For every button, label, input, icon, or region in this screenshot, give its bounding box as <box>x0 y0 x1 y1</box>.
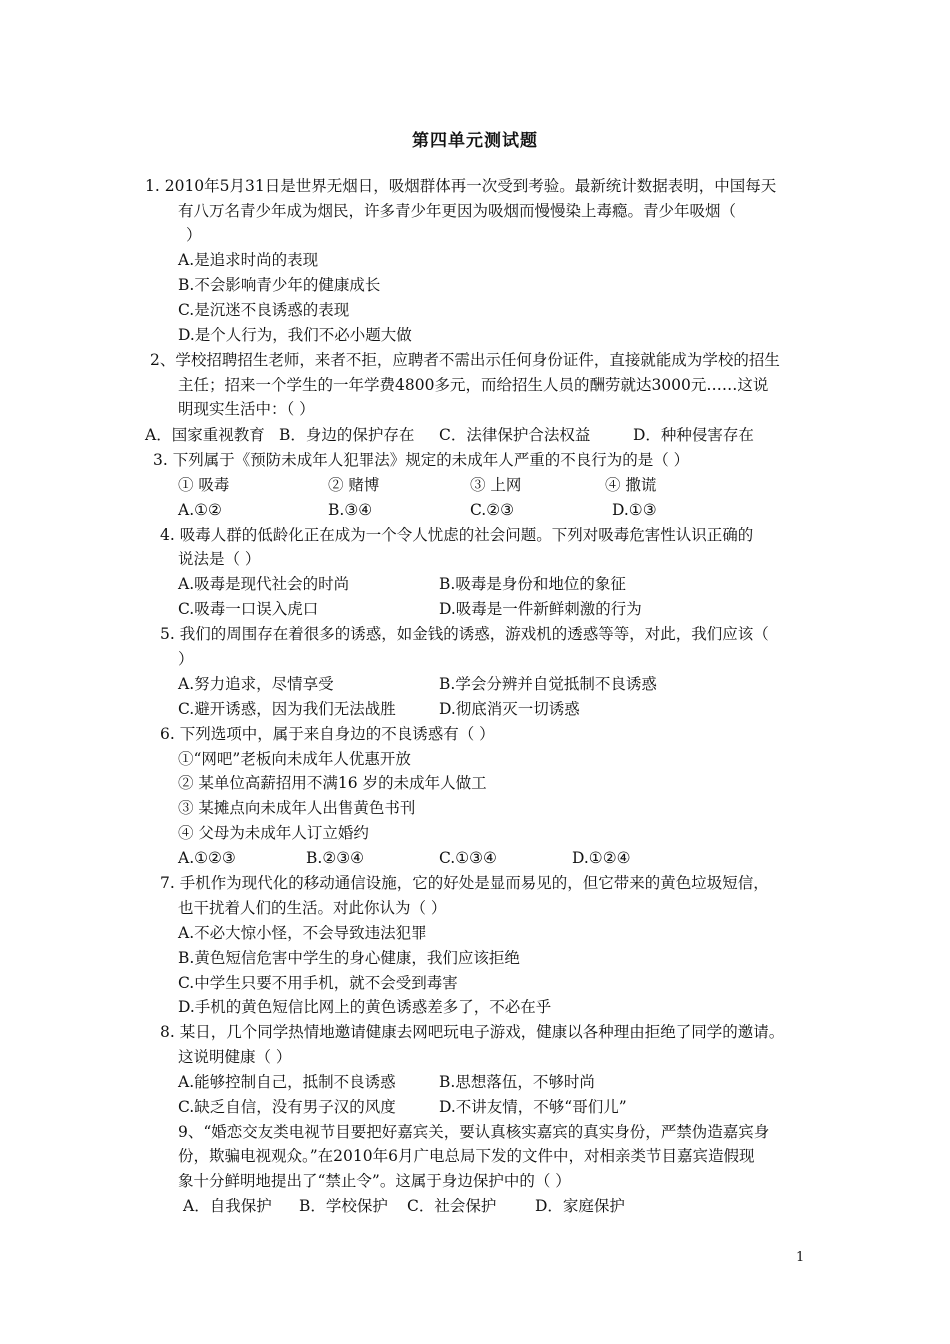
q2-option-c: C．法律保护合法权益 <box>439 426 591 444</box>
q6-item-2: ② 某单位高薪招用不满16 岁的未成年人做工 <box>178 774 487 792</box>
q3-item-3: ③ 上网 <box>470 476 522 494</box>
q3-option-c: C.②③ <box>470 501 515 519</box>
q1-option-d: D.是个人行为，我们不必小题大做 <box>178 326 412 344</box>
q8-line-1: 8. 某日，几个同学热情地邀请健康去网吧玩电子游戏，健康以各种理由拒绝了同学的邀请。 <box>160 1023 785 1041</box>
q7-option-a: A.不必大惊小怪，不会导致违法犯罪 <box>178 924 427 942</box>
q9-line-2: 份，欺骗电视观众。”在2010年6月广电总局下发的文件中，对相亲类节目嘉宾造假现 <box>178 1147 755 1165</box>
q3-line-1: 3. 下列属于《预防未成年人犯罪法》规定的未成年人严重的不良行为的是（ ） <box>153 451 690 469</box>
q5-option-b: B.学会分辨并自觉抵制不良诱惑 <box>439 675 657 693</box>
q4-line-1: 4. 吸毒人群的低龄化正在成为一个令人忧虑的社会问题。下列对吸毒危害性认识正确的 <box>160 526 754 544</box>
q3-option-a: A.①② <box>178 501 222 519</box>
q5-option-a: A.努力追求，尽情享受 <box>178 675 334 693</box>
q8-option-a: A.能够控制自己，抵制不良诱惑 <box>178 1073 396 1091</box>
q9-option-b: B．学校保护 <box>299 1197 388 1215</box>
q4-option-c: C.吸毒一口误入虎口 <box>178 600 319 618</box>
q7-option-b: B.黄色短信危害中学生的身心健康，我们应该拒绝 <box>178 949 520 967</box>
q4-option-a: A.吸毒是现代社会的时尚 <box>178 575 350 593</box>
page-title: 第四单元测试题 <box>412 131 538 151</box>
q5-line-1: 5. 我们的周围存在着很多的诱惑，如金钱的诱惑，游戏机的透惑等等，对此，我们应该（ <box>160 625 769 643</box>
q2-option-a: A．国家重视教育 <box>145 426 265 444</box>
q9-option-a: A．自我保护 <box>183 1197 272 1215</box>
q9-option-d: D．家庭保护 <box>535 1197 625 1215</box>
q4-line-2: 说法是（ ） <box>178 550 261 568</box>
q1-option-b: B.不会影响青少年的健康成长 <box>178 276 381 294</box>
q3-option-d: D.①③ <box>612 501 657 519</box>
q6-item-1: ①“网吧”老板向未成年人优惠开放 <box>178 750 411 768</box>
q6-option-d: D.①②④ <box>572 849 631 867</box>
q6-option-a: A.①②③ <box>178 849 236 867</box>
q2-option-d: D．种种侵害存在 <box>633 426 754 444</box>
q1-line-2: 有八万名青少年成为烟民，许多青少年更因为吸烟而慢慢染上毒瘾。青少年吸烟（ <box>178 202 737 220</box>
q7-line-2: 也干扰着人们的生活。对此你认为（ ） <box>178 899 447 917</box>
q8-option-c: C.缺乏自信，没有男子汉的风度 <box>178 1098 396 1116</box>
q2-line-2: 主任；招来一个学生的一年学费4800多元，而给招生人员的酬劳就达3000元……这说 <box>178 376 769 394</box>
q6-option-b: B.②③④ <box>306 849 365 867</box>
q1-option-a: A.是追求时尚的表现 <box>178 251 319 269</box>
q6-line-1: 6. 下列选项中，属于来自身边的不良诱惑有（ ） <box>160 725 495 743</box>
q2-option-b: B．身边的保护存在 <box>279 426 415 444</box>
q9-line-1: 9、“婚恋交友类电视节目要把好嘉宾关，要认真核实嘉宾的真实身份，严禁伪造嘉宾身 <box>178 1123 770 1141</box>
q1-option-c: C.是沉迷不良诱惑的表现 <box>178 301 350 319</box>
q6-item-3: ③ 某摊点向未成年人出售黄色书刊 <box>178 799 416 817</box>
q8-line-2: 这说明健康（ ） <box>178 1048 292 1066</box>
q1-line-3: ） <box>186 226 202 244</box>
q7-option-c: C.中学生只要不用手机，就不会受到毒害 <box>178 974 458 992</box>
q3-option-b: B.③④ <box>328 501 373 519</box>
q4-option-d: D.吸毒是一件新鲜刺激的行为 <box>439 600 642 618</box>
q6-item-4: ④ 父母为未成年人订立婚约 <box>178 824 369 842</box>
q5-option-c: C.避开诱惑，因为我们无法战胜 <box>178 700 396 718</box>
q5-option-d: D.彻底消灭一切诱惑 <box>439 700 580 718</box>
q7-line-1: 7. 手机作为现代化的移动通信设施，它的好处是显而易见的，但它带来的黄色垃圾短信， <box>160 874 769 892</box>
q9-line-3: 象十分鲜明地提出了“禁止令”。这属于身边保护中的（ ） <box>178 1172 571 1190</box>
q2-line-3: 明现实生活中：（ ） <box>178 400 315 418</box>
q8-option-d: D.不讲友情，不够“哥们儿” <box>439 1098 627 1116</box>
q3-item-1: ① 吸毒 <box>178 476 230 494</box>
q2-line-1: 2、学校招聘招生老师，来者不拒，应聘者不需出示任何身份证件，直接就能成为学校的招生 <box>150 351 780 369</box>
q3-item-4: ④ 撒谎 <box>605 476 657 494</box>
q5-line-2: ） <box>178 650 194 668</box>
q7-option-d: D.手机的黄色短信比网上的黄色诱惑差多了，不必在乎 <box>178 998 552 1016</box>
q1-line-1: 1. 2010年5月31日是世界无烟日，吸烟群体再一次受到考验。最新统计数据表明，中国每天 <box>145 177 777 195</box>
page-number: 1 <box>796 1250 805 1265</box>
q6-option-c: C.①③④ <box>439 849 497 867</box>
q3-item-2: ② 赌博 <box>328 476 380 494</box>
q4-option-b: B.吸毒是身份和地位的象征 <box>439 575 626 593</box>
q9-option-c: C．社会保护 <box>407 1197 497 1215</box>
q8-option-b: B.思想落伍，不够时尚 <box>439 1073 595 1091</box>
